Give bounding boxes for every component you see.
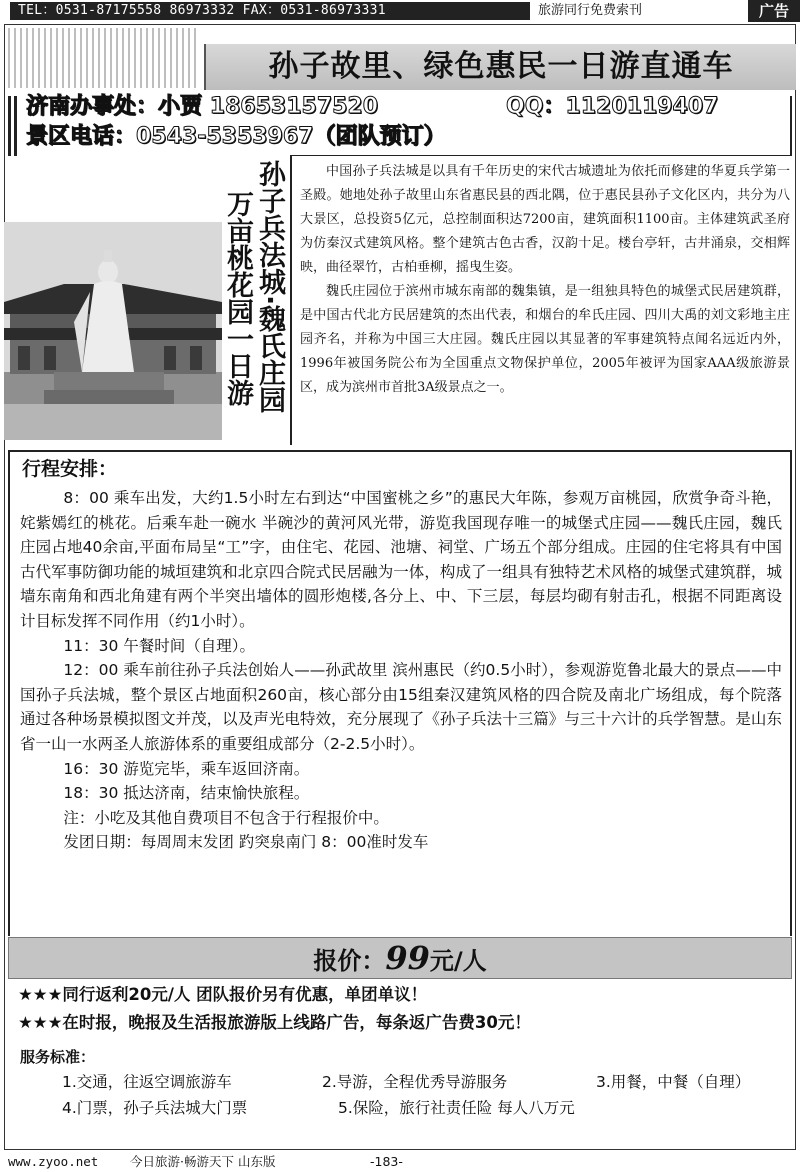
itinerary-item: 12：00 乘车前往孙子兵法创始人——孙武故里 滨州惠民（约0.5小时），参观游览鲁北最大的景点——中国孙子兵法城，整个景区占地面积260亩，核心部分由15组秦汉建筑风格的四合院及南北广场组成，每个院落通过各种场景模拟图文并茂，以及声光电特效，充分展现了《孙子兵法十三篇》与三十六计的兵学智慧。是山东省一山一水两圣人旅游体系的重要组成部分（2-2.5小时）。 bbox=[20, 661, 782, 753]
vertical-title-1: 孙子兵法城·魏氏庄园 bbox=[254, 160, 285, 414]
qq-contact: QQ：1120119407 bbox=[506, 94, 719, 119]
itinerary-item: 18：30 抵达济南，结束愉快旅程。 bbox=[63, 784, 310, 803]
services-title: 服务标准： bbox=[20, 1048, 96, 1066]
decor-line bbox=[8, 96, 11, 156]
contact-info: TEL：0531-87175558 86973332 FAX：0531-86973331 bbox=[10, 2, 530, 20]
page-number: -183- bbox=[370, 1154, 403, 1169]
page-title: 孙子故里、绿色惠民一日游直通车 bbox=[268, 49, 734, 84]
itinerary-note: 注：小吃及其他自费项目不包含于行程报价中。 bbox=[63, 808, 389, 827]
decor-line bbox=[14, 96, 17, 156]
itinerary-item: 16：30 游览完毕，乘车返回济南。 bbox=[63, 759, 310, 778]
service-item: 1.交通，往返空调旅游车 bbox=[62, 1073, 232, 1091]
footer bbox=[0, 1152, 800, 1172]
price-unit: 元/人 bbox=[429, 947, 487, 975]
price-label: 报价： bbox=[313, 947, 386, 975]
office-line bbox=[6, 92, 796, 122]
decor-line bbox=[290, 155, 292, 445]
intro-paragraph: 魏氏庄园位于滨州市城东南部的魏集镇，是一组独具特色的城堡式民居建筑群，是中国古代北方民居建筑的杰出代表，和烟台的牟氏庄园、四川大禹的刘文彩地主庄园齐名，并称为中国三大庄园。魏氏庄园以其显著的军事建筑特点闻名远近内外，1996年被国务院公布为全国重点文物保护单位，2005年被评为国家AAA级旅游景区，成为滨州市首批3A级景点之一。 bbox=[300, 284, 790, 395]
service-item: 5.保险，旅行社责任险 每人八万元 bbox=[338, 1099, 575, 1117]
intro-paragraph: 中国孙子兵法城是以具有千年历史的宋代古城遗址为依托而修建的华夏兵学第一圣殿。她地处孙子故里山东省惠民县的西北隅，位于惠民县孙子文化区内，共分为八大景区，总投资5亿元，总控制面积达7200亩，建筑面积1100亩。主体建筑武圣府为仿秦汉式建筑风格。整个建筑古色古香，汉韵十足。楼台亭轩，古井涌泉，交相辉映，曲径翠竹，古柏垂柳，摇曳生姿。 bbox=[300, 164, 790, 275]
service-item: 4.门票，孙子兵法城大门票 bbox=[62, 1099, 248, 1117]
office-contact: 济南办事处：小贾 18653157520 bbox=[26, 94, 379, 119]
decor-line bbox=[790, 96, 792, 156]
title-bar bbox=[204, 44, 796, 90]
itinerary-heading: 行程安排： bbox=[22, 458, 118, 480]
perk-line: ★★★在时报，晚报及生活报旅游版上线路广告，每条返广告费30元！ bbox=[18, 1013, 531, 1032]
intro-text bbox=[300, 160, 790, 400]
service-item: 2.导游，全程优秀导游服务 bbox=[322, 1073, 508, 1091]
price-bar bbox=[8, 937, 792, 979]
decorative-stripes bbox=[8, 28, 198, 88]
footer-site: www.zyoo.net bbox=[8, 1154, 99, 1169]
top-header bbox=[0, 0, 800, 22]
decor-line bbox=[290, 155, 790, 156]
itinerary-item: 8：00 乘车出发，大约1.5小时左右到达“中国蜜桃之乡”的惠民大年陈，参观万亩桃园，欣赏争奇斗艳，姹紫嫣红的桃花。后乘车赴一碗水 半碗沙的黄河风光带，游览我国现存唯一的城堡式庄园——魏氏庄园，魏氏庄园占地40余亩,平面布局呈“工”字，由住宅、花园、池塘、祠堂、广场五个部分组成。庄园的住宅将具有中国古代军事防御功能的城垣建筑和北京四合院式民居融为一体，构成了一组具有独特艺术风格的城堡式建筑群，城墙东南角和西北角建有两个半突出墙体的圆形炮楼,各分上、中、下三层，每层均砌有射击孔，根据不同距离设计目标发挥不同作用（约1小时）。 bbox=[20, 489, 782, 630]
service-item: 3.用餐，中餐（自理） bbox=[596, 1073, 751, 1091]
perk-line: ★★★同行返利20元/人 团队报价另有优惠，单团单议！ bbox=[18, 985, 428, 1004]
vertical-title-2: 万亩桃花园一日游 bbox=[222, 190, 253, 406]
price bbox=[9, 938, 791, 981]
footer-slogan: 今日旅游·畅游天下 山东版 bbox=[130, 1154, 276, 1169]
scenic-phone: 景区电话：0543-5353967（团队预订） bbox=[26, 124, 446, 149]
index-text: 旅游同行免费索刊 bbox=[538, 3, 643, 18]
price-amount: 99 bbox=[385, 939, 430, 977]
itinerary-item: 11：30 午餐时间（自理）。 bbox=[63, 636, 256, 655]
statue-photo bbox=[4, 222, 222, 440]
itinerary-list bbox=[20, 486, 782, 855]
ad-tag: 广告 bbox=[748, 0, 800, 22]
statue-illustration bbox=[4, 222, 222, 440]
departure-date: 发团日期：每周周末发团 趵突泉南门 8：00准时发车 bbox=[63, 833, 429, 852]
